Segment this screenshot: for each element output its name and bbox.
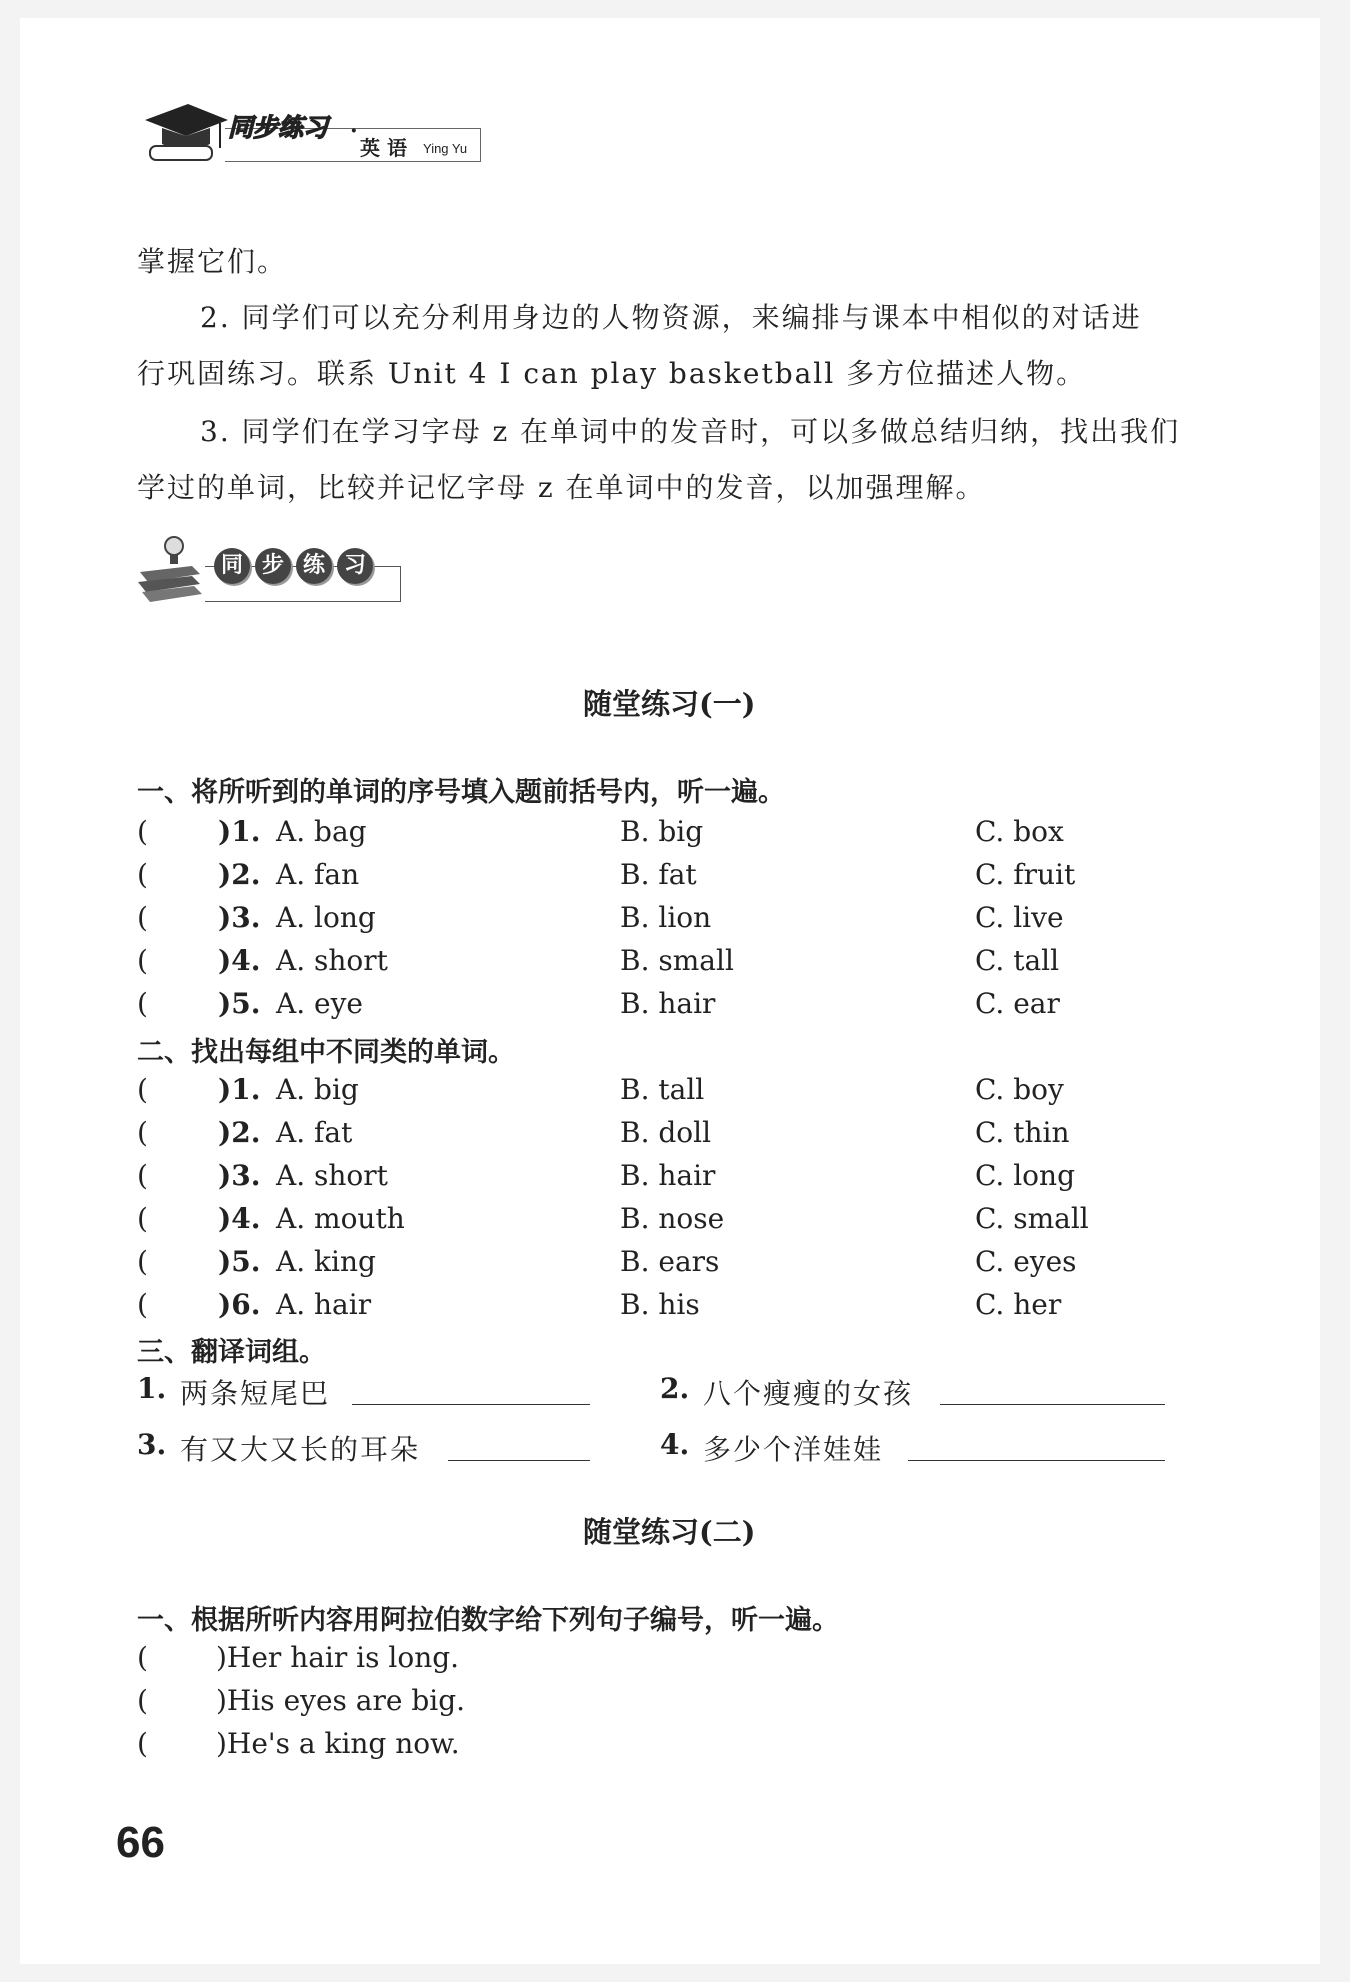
phrase-text: 多少个洋娃娃 <box>703 1433 884 1466</box>
option-a: A. fat <box>276 1116 353 1149</box>
answer-bracket[interactable]: ( <box>137 1116 148 1149</box>
option-a: A. king <box>276 1245 376 1278</box>
practice-1-part-1-heading: 一、将所听到的单词的序号填入题前括号内，听一遍。 <box>137 777 785 808</box>
item-number: 2. <box>660 1372 690 1405</box>
question-number: )3. <box>218 1159 261 1192</box>
option-c: C. boy <box>975 1073 1064 1106</box>
option-c: C. box <box>975 815 1064 848</box>
practice-1-title: 随堂练习(一) <box>583 687 756 721</box>
practice-1-part-3-heading: 三、翻译词组。 <box>137 1337 326 1368</box>
option-a: A. big <box>276 1073 359 1106</box>
answer-bracket[interactable]: ( <box>137 1073 148 1106</box>
header-subject-pinyin: Ying Yu <box>423 141 468 156</box>
question-number: )5. <box>218 1245 261 1278</box>
books-lamp-icon <box>134 528 204 604</box>
option-b: B. big <box>620 815 704 848</box>
option-b: B. nose <box>620 1202 725 1235</box>
question-number: )5. <box>218 987 261 1020</box>
answer-bracket[interactable]: ( <box>137 1727 148 1760</box>
practice-2-title: 随堂练习(二) <box>583 1515 756 1549</box>
phrase-text: 两条短尾巴 <box>180 1377 331 1410</box>
banner-char-2: 步 <box>255 548 291 584</box>
answer-blank[interactable] <box>352 1404 590 1405</box>
page-number: 66 <box>116 1818 165 1867</box>
answer-bracket[interactable]: ( <box>137 987 148 1020</box>
intro-paragraph-3-line-2: 学过的单词，比较并记忆字母 z 在单词中的发音，以加强理解。 <box>137 471 986 504</box>
option-b: B. his <box>620 1288 700 1321</box>
question-number: )1. <box>218 1073 261 1106</box>
answer-bracket[interactable]: ( <box>137 1641 148 1674</box>
header-subject: 英 语 <box>360 136 407 160</box>
item-number: 1. <box>137 1372 167 1405</box>
answer-bracket[interactable]: ( <box>137 815 148 848</box>
header-series-title: 同步练习 <box>228 113 329 142</box>
phrase-text: 八个瘦瘦的女孩 <box>703 1377 914 1410</box>
answer-blank[interactable] <box>908 1460 1165 1461</box>
question-number: )1. <box>218 815 261 848</box>
option-b: B. hair <box>620 1159 716 1192</box>
answer-blank[interactable] <box>448 1460 590 1461</box>
answer-bracket[interactable]: ( <box>137 858 148 891</box>
option-c: C. her <box>975 1288 1062 1321</box>
option-b: B. doll <box>620 1116 712 1149</box>
banner-char-1: 同 <box>214 548 250 584</box>
question-number: )2. <box>218 1116 261 1149</box>
sentence-text: )He's a king now. <box>216 1727 460 1760</box>
option-a: A. fan <box>276 858 360 891</box>
intro-paragraph-3-line-1: 3. 同学们在学习字母 z 在单词中的发音时，可以多做总结归纳，找出我们 <box>200 415 1181 448</box>
option-a: A. short <box>276 944 388 977</box>
practice-1-part-2-heading: 二、找出每组中不同类的单词。 <box>137 1037 515 1068</box>
question-number: )4. <box>218 1202 261 1235</box>
phrase-text: 有又大又长的耳朵 <box>180 1433 421 1466</box>
sentence-text: )His eyes are big. <box>216 1684 466 1717</box>
option-b: B. lion <box>620 901 712 934</box>
answer-bracket[interactable]: ( <box>137 1159 148 1192</box>
answer-bracket[interactable]: ( <box>137 1288 148 1321</box>
practice-2-part-1-heading: 一、根据所听内容用阿拉伯数字给下列句子编号，听一遍。 <box>137 1605 839 1636</box>
intro-paragraph-2-line-2: 行巩固练习。联系 Unit 4 I can play basketball 多方位描述人物。 <box>137 357 1087 390</box>
banner-char-4: 习 <box>337 548 373 584</box>
option-b: B. small <box>620 944 734 977</box>
option-a: A. mouth <box>276 1202 405 1235</box>
question-number: )2. <box>218 858 261 891</box>
option-c: C. eyes <box>975 1245 1077 1278</box>
option-a: A. short <box>276 1159 388 1192</box>
graduation-cap-icon <box>140 98 230 168</box>
question-number: )3. <box>218 901 261 934</box>
option-c: C. small <box>975 1202 1089 1235</box>
answer-blank[interactable] <box>940 1404 1165 1405</box>
option-b: B. ears <box>620 1245 720 1278</box>
option-c: C. live <box>975 901 1064 934</box>
question-number: )4. <box>218 944 261 977</box>
sentence-text: )Her hair is long. <box>216 1641 460 1674</box>
intro-paragraph-2-line-1: 2. 同学们可以充分利用身边的人物资源，来编排与课本中相似的对话进 <box>200 301 1142 334</box>
option-a: A. hair <box>276 1288 372 1321</box>
option-b: B. hair <box>620 987 716 1020</box>
option-a: A. bag <box>276 815 367 848</box>
question-number: )6. <box>218 1288 261 1321</box>
banner-char-3: 练 <box>296 548 332 584</box>
option-a: A. long <box>276 901 376 934</box>
answer-bracket[interactable]: ( <box>137 1684 148 1717</box>
answer-bracket[interactable]: ( <box>137 1245 148 1278</box>
item-number: 4. <box>660 1428 690 1461</box>
option-c: C. thin <box>975 1116 1070 1149</box>
option-c: C. long <box>975 1159 1075 1192</box>
option-c: C. ear <box>975 987 1060 1020</box>
option-b: B. fat <box>620 858 697 891</box>
answer-bracket[interactable]: ( <box>137 944 148 977</box>
answer-bracket[interactable]: ( <box>137 901 148 934</box>
item-number: 3. <box>137 1428 167 1461</box>
option-b: B. tall <box>620 1073 705 1106</box>
answer-bracket[interactable]: ( <box>137 1202 148 1235</box>
option-c: C. fruit <box>975 858 1076 891</box>
option-a: A. eye <box>276 987 363 1020</box>
intro-line-1: 掌握它们。 <box>137 245 288 278</box>
option-c: C. tall <box>975 944 1060 977</box>
